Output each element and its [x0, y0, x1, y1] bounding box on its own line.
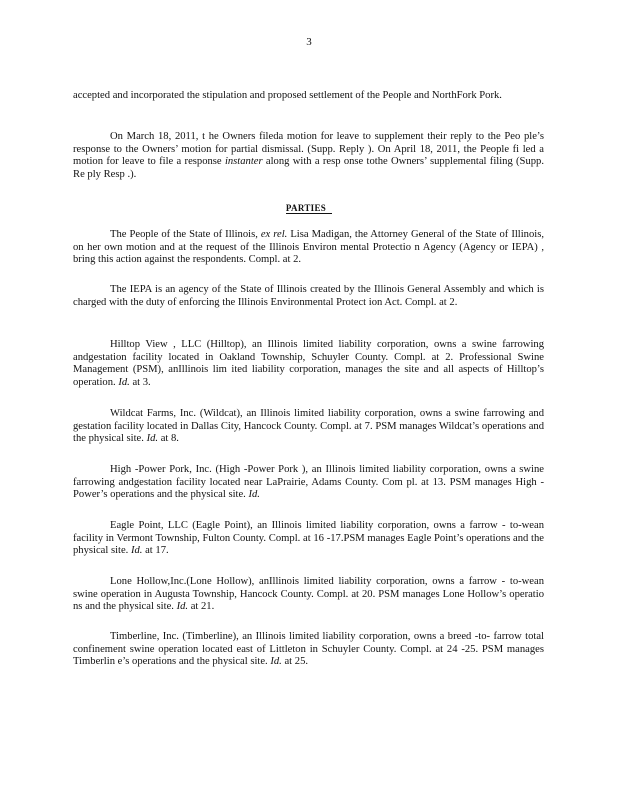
text-segment: Timberline, Inc. (Timberline), an Illinois limited liability corporation, owns a breed -to- farrow total confinement swine operation located east of Littleton in Schuyler County. Compl. at 24 -25. PSM manages Timberlin e’s operations and the physical site. — [73, 631, 544, 668]
paragraph-continuation — [73, 90, 544, 103]
text-segment: Wildcat Farms, Inc. (Wildcat), an Illinois limited liability corporation, owns a swine farrowing and gestation facility located in Dallas City, Hancock County. Compl. at 7. PSM manages Wildcat’s operations and the physical site. — [73, 408, 544, 445]
text-segment: On March 18, 2011, t he Owners fileda motion for leave to supplement their reply to the Peo ple’s response to the Owners’ motion for partial dismissal. (Supp. Reply ). On April 18, 2011, the People fi led a motion for leave to file a response — [73, 131, 544, 168]
text-segment: at 21. — [188, 601, 215, 613]
paragraph-timberline — [73, 631, 544, 669]
text-segment: at 17. — [142, 545, 169, 557]
italic-citation: Id. — [130, 545, 143, 557]
paragraph-wildcat — [73, 408, 544, 446]
text-segment: High -Power Pork, Inc. (High -Power Pork ), an Illinois limited liability corporation, owns a swine farrowing andgestation facility located near LaPrairie, Adams County. Com pl. at 13. PSM manages High -Power’s operations and the physical site. — [73, 464, 544, 501]
italic-citation: ex rel. — [260, 229, 288, 240]
italic-citation: Id. — [146, 433, 159, 445]
text-segment: at 8. — [158, 433, 179, 445]
text-segment: accepted and incorporated the stipulation and proposed settlement of the People and NorthFork Pork. — [73, 90, 502, 101]
paragraph-lone-hollow — [73, 576, 544, 614]
italic-citation: Id. — [176, 601, 189, 613]
text-segment: Lisa Madigan, the Attorney General of the State of Illinois, on her own motion and at the request of the Illinois Environ mental Protectio n Agency (Agency or IEPA) , bring this action against the respondents. Compl. at 2. — [73, 229, 544, 266]
text-segment: The IEPA is an agency of the State of Illinois created by the Illinois General Assembly and which is charged with the duty of enforcing the Illinois Environmental Protect ion Act. Compl. at 2. — [73, 284, 544, 308]
italic-citation: Id. — [248, 489, 260, 501]
page-number: 3 — [306, 36, 312, 48]
paragraph-eagle-point — [73, 520, 544, 558]
paragraph-procedural-history — [73, 131, 544, 181]
section-heading-text: PARTIES — [286, 203, 332, 214]
italic-citation: Id. — [118, 376, 130, 388]
paragraph-people — [73, 229, 544, 267]
text-segment: Eagle Point, LLC (Eagle Point), an Illinois limited liability corporation, owns a farrow - to-wean facility in Vermont Township, Fulton County. Compl. at 16 -17.PSM manages Eagle Point’s operations and the physical site. — [73, 520, 544, 557]
italic-citation: instanter — [224, 156, 263, 168]
text-segment: Lone Hollow,Inc.(Lone Hollow), anIllinois limited liability corporation, owns a farrow - to-wean swine operation in Augusta Township, Hancock County. Compl. at 20. PSM manages Lone Hollow’s operatio ns and the physical site. — [73, 576, 544, 613]
paragraph-high-power — [73, 464, 544, 502]
section-heading — [0, 202, 618, 215]
text-segment: The People of the State of Illinois, — [110, 229, 261, 240]
text-segment: along with a resp onse tothe Owners’ supplemental filing (Supp. Re ply Resp .). — [73, 156, 544, 180]
text-segment: Hilltop View , LLC (Hilltop), an Illinois limited liability corporation, owns a swine farrowing andgestation facility located in Oakland Township, Schuyler County. Compl. at 2. Professional Swine Management (PSM), anIllinois lim ited liability corporation, manages the site and all aspects of Hilltop’s operation. — [73, 339, 544, 388]
text-segment: at 3. — [129, 376, 151, 388]
paragraph-hilltop — [73, 339, 544, 389]
paragraph-iepa — [73, 284, 544, 309]
italic-citation: Id. — [270, 656, 282, 668]
text-segment: at 25. — [281, 656, 309, 668]
